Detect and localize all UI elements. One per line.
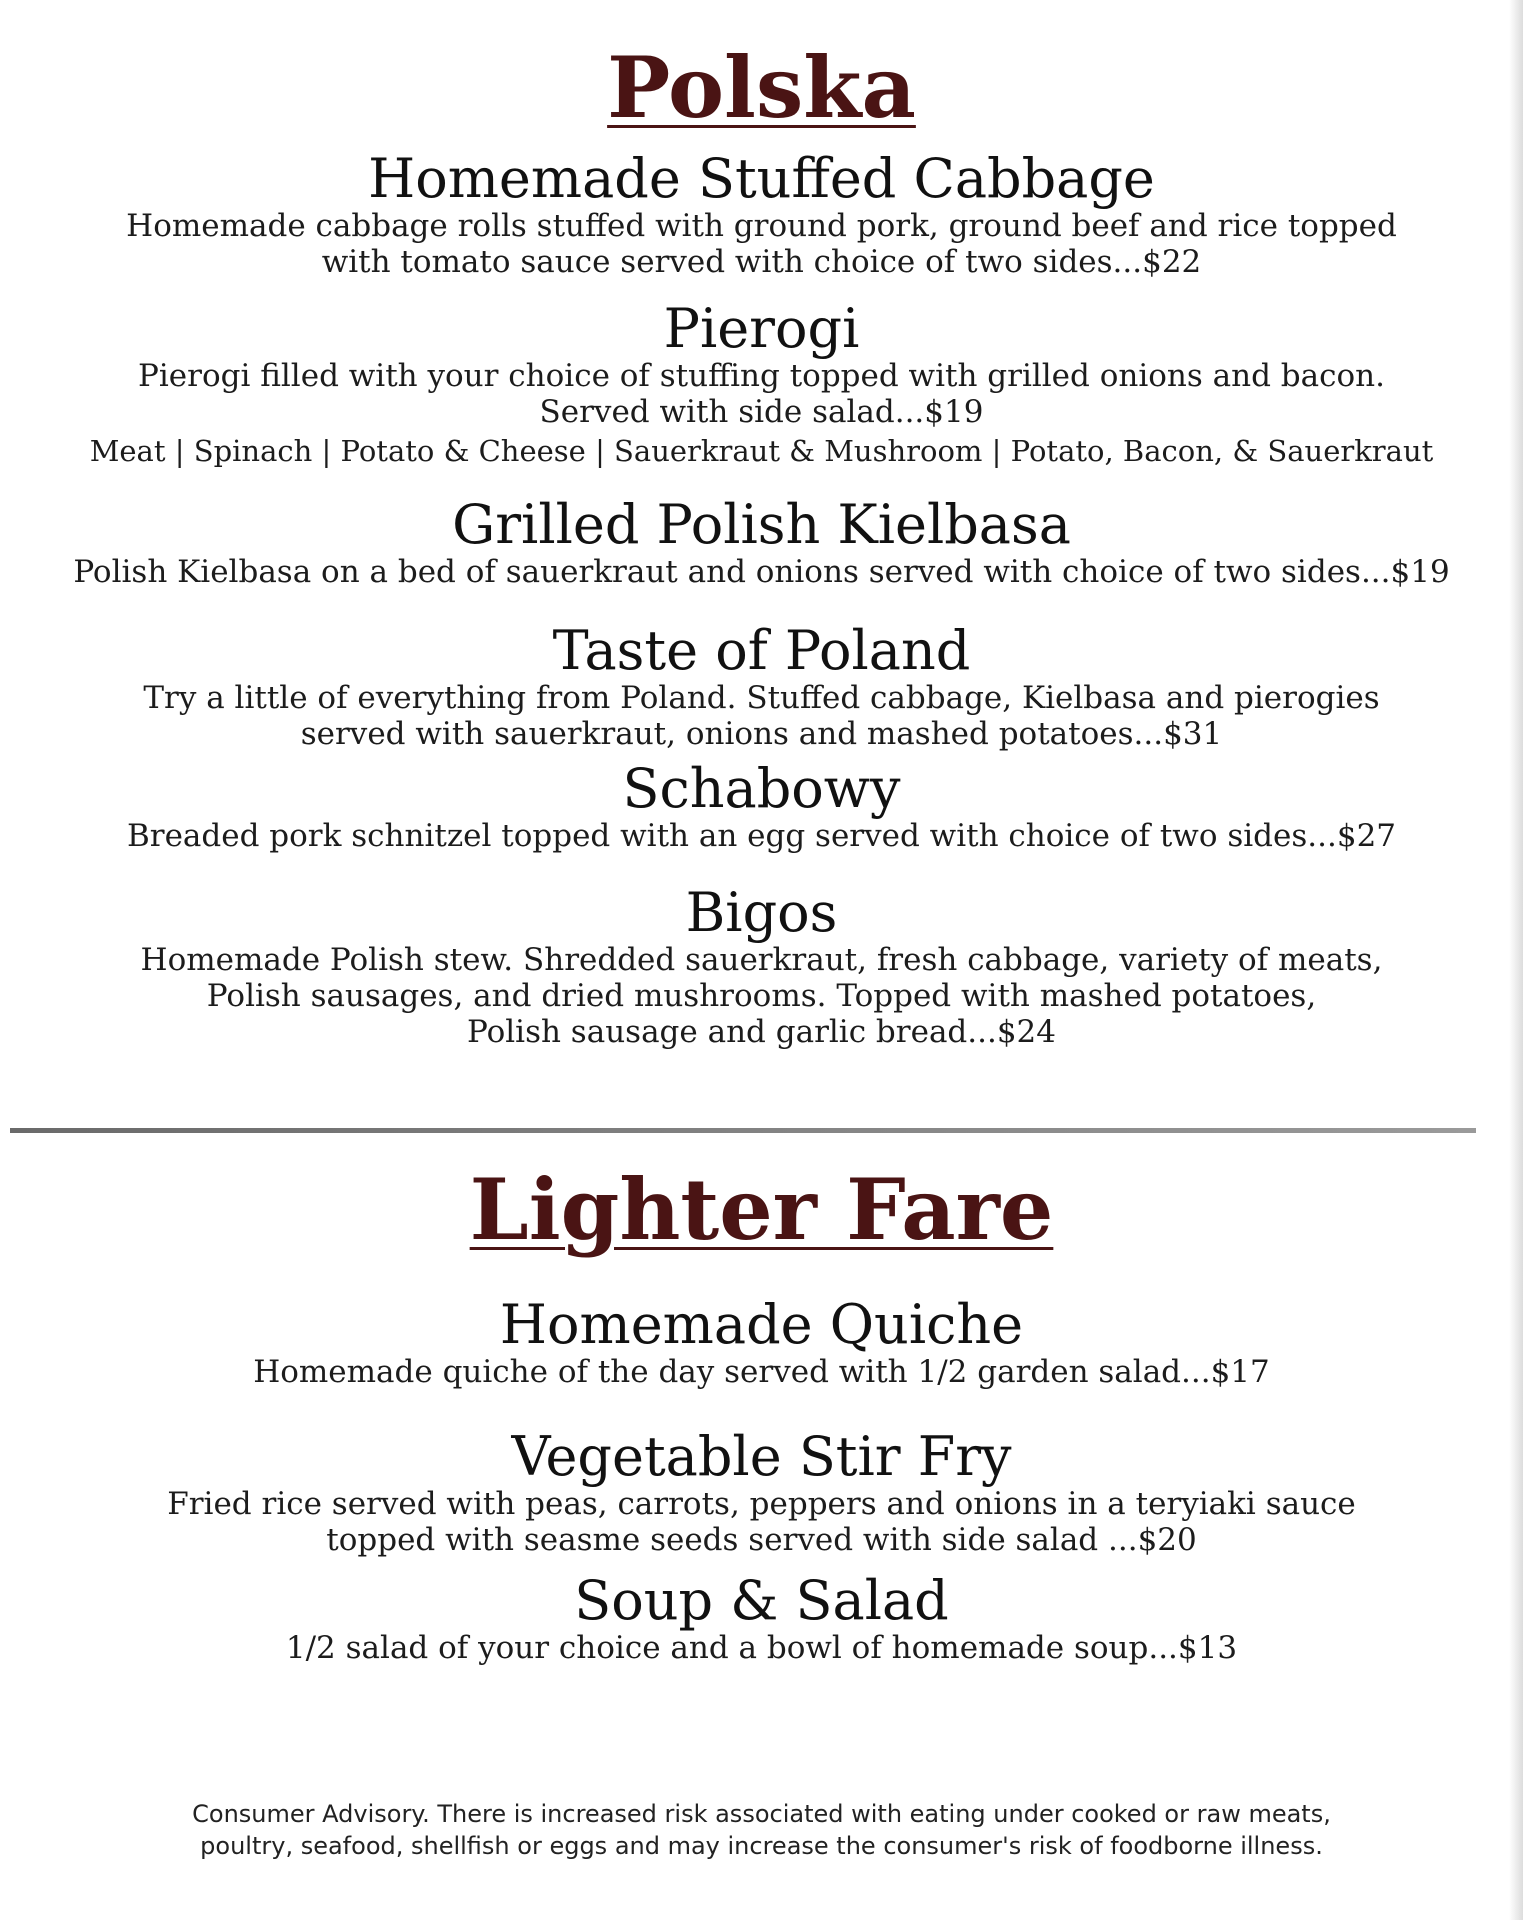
item-name: Soup & Salad [574,1569,949,1632]
item-description-line: Homemade quiche of the day served with 1/2 garden salad...$17 [253,1354,1270,1390]
advisory-line: poultry, seafood, shellfish or eggs and may increase the consumer's risk of foodborne illness. [200,1832,1323,1860]
section-title-polska [0,38,1523,137]
item-description-line: Fried rice served with peas, carrots, peppers and onions in a teryiaki sauce [167,1486,1356,1522]
section-title-lighter-fare [0,1160,1523,1259]
menu-item-taste-of-poland [0,619,1523,752]
menu-item-stuffed-cabbage [0,147,1523,280]
menu-item-pierogi [0,297,1523,468]
item-description-line: topped with seasme seeds served with side salad ...$20 [326,1522,1197,1558]
item-description-line: 1/2 salad of your choice and a bowl of homemade soup...$13 [285,1630,1238,1666]
item-description-line: Pierogi filled with your choice of stuffing topped with grilled onions and bacon. [138,358,1385,394]
item-description-line: Polish sausage and garlic bread...$24 [466,1014,1056,1050]
item-name: Homemade Stuffed Cabbage [368,147,1155,210]
item-description-line: Polish sausages, and dried mushrooms. Topped with mashed potatoes, [206,978,1317,1014]
item-description-line: Polish Kielbasa on a bed of sauerkraut and onions served with choice of two sides...$19 [73,554,1450,590]
item-name: Homemade Quiche [499,1293,1024,1356]
menu-item-soup-salad [0,1569,1523,1666]
item-name: Vegetable Stir Fry [511,1425,1012,1488]
item-description-line: Homemade Polish stew. Shredded sauerkraut, fresh cabbage, variety of meats, [140,942,1383,978]
menu-item-bigos [0,881,1523,1050]
item-description-line: Try a little of everything from Poland. Stuffed cabbage, Kielbasa and pierogies [143,680,1380,716]
item-description-line: Served with side salad...$19 [539,394,984,430]
item-name: Grilled Polish Kielbasa [452,493,1071,556]
consumer-advisory [0,1798,1523,1862]
item-options: Meat | Spinach | Potato & Cheese | Sauerkraut & Mushroom | Potato, Bacon, & Sauerkraut [89,434,1434,468]
item-description-line: with tomato sauce served with choice of two sides...$22 [321,244,1202,280]
menu-item-quiche [0,1293,1523,1390]
item-name: Bigos [685,881,838,944]
menu-item-stir-fry [0,1425,1523,1558]
section-title-lighter-fare-text: Lighter Fare [469,1160,1054,1259]
menu-item-kielbasa [0,493,1523,590]
item-name: Pierogi [663,297,860,360]
item-description-line: Homemade cabbage rolls stuffed with ground pork, ground beef and rice topped [126,208,1397,244]
item-description-line: Breaded pork schnitzel topped with an egg served with choice of two sides...$27 [126,818,1397,854]
item-description-line: served with sauerkraut, onions and mashed potatoes...$31 [300,716,1223,752]
advisory-line: Consumer Advisory. There is increased risk associated with eating under cooked or raw meats, [192,1800,1331,1828]
menu-item-schabowy [0,757,1523,854]
item-name: Schabowy [622,757,901,820]
section-title-polska-text: Polska [607,38,916,137]
section-divider [10,1128,1476,1133]
item-name: Taste of Poland [552,619,971,682]
